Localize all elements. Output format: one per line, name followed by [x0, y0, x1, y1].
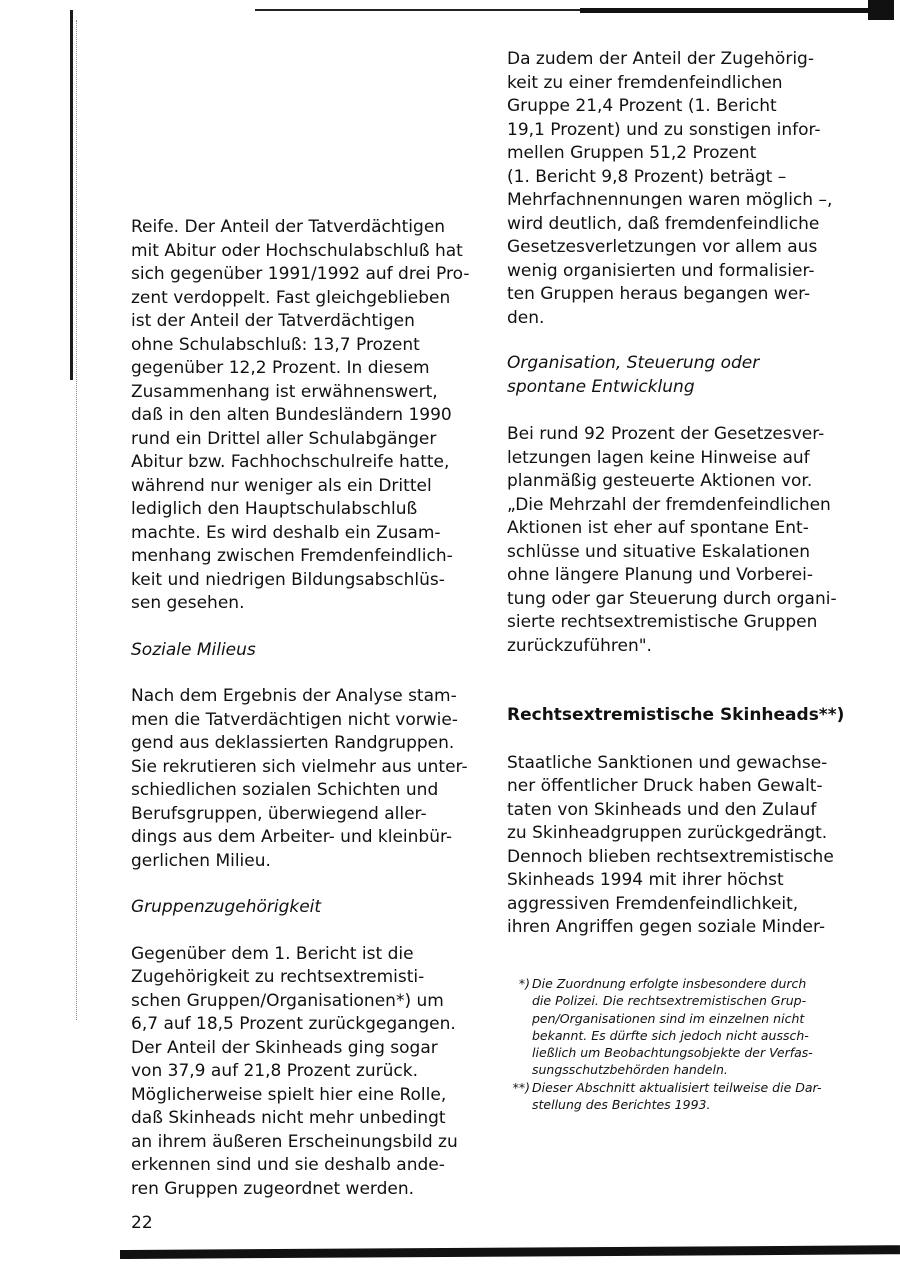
page-number: 22	[131, 1213, 153, 1233]
section-heading-soziale-milieus: Soziale Milieus	[131, 639, 256, 660]
section-heading-organisation: Organisation, Steuerung oder spontane Entwicklung	[507, 353, 760, 397]
right-paragraph-1: Da zudem der Anteil der Zugehörig- keit zu einer fremdenfeindlichen Gruppe 21,4 Prozent (1. Bericht 19,1 Prozent) und zu sonstigen infor- mellen Gruppen 51,2 Prozent (1. Bericht 9,8 Prozent) beträgt – Mehrfachnennungen waren möglich –, wird deutlich, daß fremdenfeindliche Gesetzesverletzungen vor allem aus wenig organisierten und formalisier- ten Gruppen heraus begangen wer- den.	[507, 49, 833, 328]
right-column	[507, 48, 852, 940]
scan-bottom-bar-artifact	[120, 1245, 900, 1259]
scan-top-block-artifact	[868, 0, 894, 20]
footnote-1-mark: *)	[518, 976, 530, 991]
left-paragraph-2: Nach dem Ergebnis der Analyse stam- men die Tatverdächtigen nicht vorwie- gend aus deklassierten Randgruppen. Sie rekrutieren sich vielmehr aus unter- schiedlichen sozialen Schichten und Berufsgruppen, überwiegend aller- dings aus dem Arbeiter- und kleinbür- gerlichen Milieu.	[131, 686, 468, 871]
left-paragraph-3: Gegenüber dem 1. Bericht ist die Zugehörigkeit zu rechtsextremisti- schen Gruppen/Organisationen*) um 6,7 auf 18,5 Prozent zurückgegangen. Der Anteil der Skinheads ging sogar von 37,9 auf 21,8 Prozent zurück. Möglicherweise spielt hier eine Rolle, daß Skinheads nicht mehr unbedingt an ihrem äußeren Erscheinungsbild zu erkennen sind und sie deshalb ande- ren Gruppen zugeordnet werden.	[131, 943, 458, 1199]
footnote-2	[510, 1079, 850, 1114]
footnotes	[510, 975, 850, 1113]
footnote-2-mark: **)	[512, 1079, 530, 1095]
scan-top-bar-artifact	[580, 8, 870, 13]
left-paragraph-1: Reife. Der Anteil der Tatverdächtigen mit Abitur oder Hochschulabschluß hat sich gegenüber 1991/1992 auf drei Pro- zent verdoppelt. Fast gleichgeblieben ist der Anteil der Tatverdächtigen ohne Schulabschluß: 13,7 Prozent gegenüber 12,2 Prozent. In diesem Zusammenhang ist erwähnenswert, daß in den alten Bundesländern 1990 rund ein Drittel aller Schulabgänger Abitur bzw. Fachhochschulreife hatte, während nur weniger als ein Drittel lediglich den Hauptschulabschluß machte. Es wird deshalb ein Zusam- menhang zwischen Fremdenfeindlich- keit und niedrigen Bildungsabschlüs- sen gesehen.	[131, 217, 470, 613]
right-paragraph-3: Staatliche Sanktionen und gewachse- ner öffentlicher Druck haben Gewalt- taten von Skinheads und den Zulauf zu Skinheadgruppen zurückgedrängt. Dennoch blieben rechtsextremistische Skinheads 1994 mit ihrer höchst aggressiven Fremdenfeindlichkeit, ihren Angriffen gegen soziale Minder-	[507, 752, 834, 937]
section-heading-gruppenzugehoerigkeit: Gruppenzugehörigkeit	[131, 897, 322, 917]
footnote-2-text: Dieser Abschnitt aktualisiert teilweise die Dar- stellung des Berichtes 1993.	[532, 1079, 822, 1113]
left-column	[131, 216, 483, 1201]
footnote-1	[510, 975, 850, 1079]
section-heading-skinheads: Rechtsextremistische Skinheads**)	[507, 705, 845, 725]
footnote-1-text: Die Zuordnung erfolgte insbesondere durch die Polizei. Die rechtsextremistischen Grup- pen/Organisationen sind im einzelnen nicht bekannt. Es dürfte sich jedoch nicht aussch- ließlich um Beobachtungsobjekte der Verfas- sungsschutzbehörden handeln.	[532, 976, 813, 1078]
right-paragraph-2: Bei rund 92 Prozent der Gesetzesver- letzungen lagen keine Hinweise auf planmäßig gesteuerte Aktionen vor. „Die Mehrzahl der fremdenfeindlichen Aktionen ist eher auf spontane Ent- schlüsse und situative Eskalationen ohne längere Planung und Vorberei- tung oder gar Steuerung durch organi- sierte rechtsextremistische Gruppen zurückzuführen".	[507, 424, 837, 656]
scan-edge-artifact	[70, 10, 73, 380]
scan-edge-dotted-artifact	[76, 20, 78, 1020]
